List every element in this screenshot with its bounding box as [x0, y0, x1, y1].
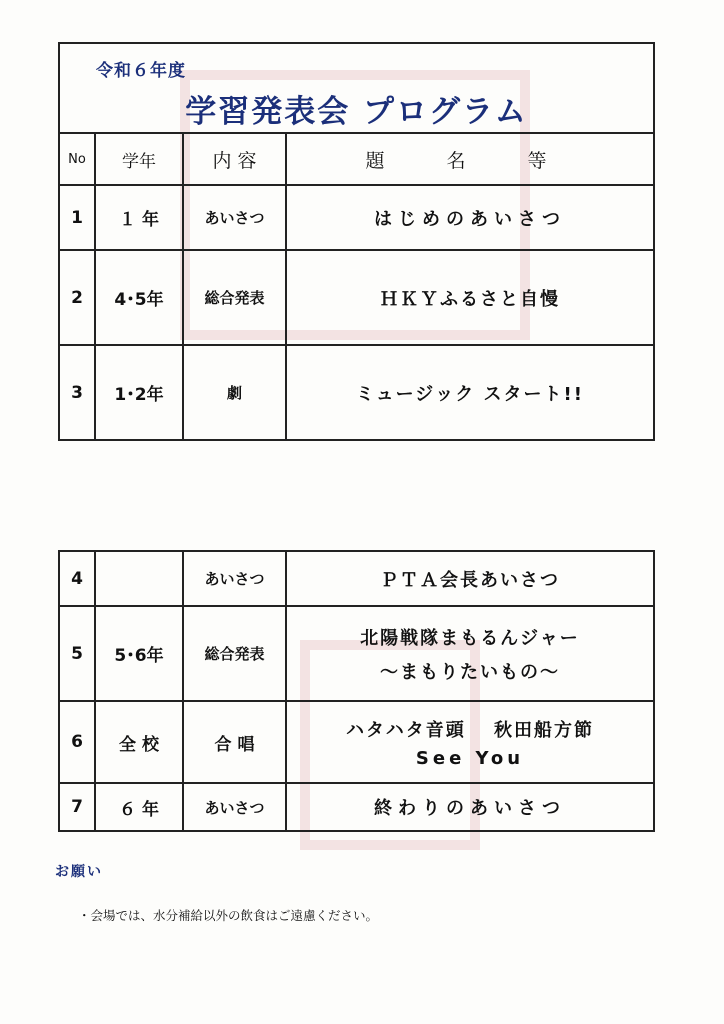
table-row — [59, 701, 654, 783]
row-grade: 5･6年 — [95, 606, 183, 701]
table-header-row — [59, 133, 654, 185]
row-content: あいさつ — [183, 783, 286, 831]
program-header — [59, 43, 654, 133]
row-no: 5 — [59, 606, 95, 701]
row-content: 合 唱 — [183, 701, 286, 783]
row-grade — [95, 551, 183, 606]
row-no: 1 — [59, 185, 95, 250]
row-no: 6 — [59, 701, 95, 783]
row-title: 北陽戦隊まもるんジャー — [360, 627, 580, 649]
row-content: あいさつ — [183, 551, 286, 606]
column-header-title: 題 名 等 — [286, 133, 654, 185]
table-row — [59, 606, 654, 701]
row-grade: 1･2年 — [95, 345, 183, 440]
column-header-no: No — [59, 133, 95, 185]
note-item: ・会場では、水分補給以外の飲食はご遠慮ください。 — [78, 908, 379, 923]
row-title: はじめのあいさつ — [286, 185, 654, 250]
row-content: あいさつ — [183, 185, 286, 250]
year-label: 令和６年度 — [96, 61, 186, 81]
page-title: 学習発表会 プログラム — [185, 94, 528, 130]
row-grade: １ 年 — [95, 185, 183, 250]
table-row — [59, 250, 654, 345]
row-grade: 全 校 — [95, 701, 183, 783]
row-title-cell — [286, 606, 654, 701]
row-subtitle: See You — [415, 747, 525, 769]
table-row — [59, 185, 654, 250]
column-header-content: 内 容 — [183, 133, 286, 185]
row-title: ＰＴＡ会長あいさつ — [286, 551, 654, 606]
table-row — [59, 783, 654, 831]
row-content: 劇 — [183, 345, 286, 440]
row-title-cell — [286, 701, 654, 783]
column-header-grade: 学年 — [95, 133, 183, 185]
row-title: 終わりのあいさつ — [286, 783, 654, 831]
row-grade: ６ 年 — [95, 783, 183, 831]
program-table-part1 — [58, 42, 655, 441]
row-title: ＨＫＹふるさと自慢 — [286, 250, 654, 345]
row-no: 4 — [59, 551, 95, 606]
row-no: 7 — [59, 783, 95, 831]
row-title: ミュージック スタート!! — [286, 345, 654, 440]
row-no: 3 — [59, 345, 95, 440]
row-content: 総合発表 — [183, 606, 286, 701]
row-subtitle: ～まもりたいもの～ — [380, 661, 560, 683]
note-heading: お願い — [55, 864, 103, 880]
row-no: 2 — [59, 250, 95, 345]
program-table-part2 — [58, 550, 655, 832]
row-content: 総合発表 — [183, 250, 286, 345]
row-title: ハタハタ音頭 秋田船方節 — [345, 719, 595, 741]
table-row — [59, 345, 654, 440]
row-grade: 4･5年 — [95, 250, 183, 345]
table-row — [59, 551, 654, 606]
